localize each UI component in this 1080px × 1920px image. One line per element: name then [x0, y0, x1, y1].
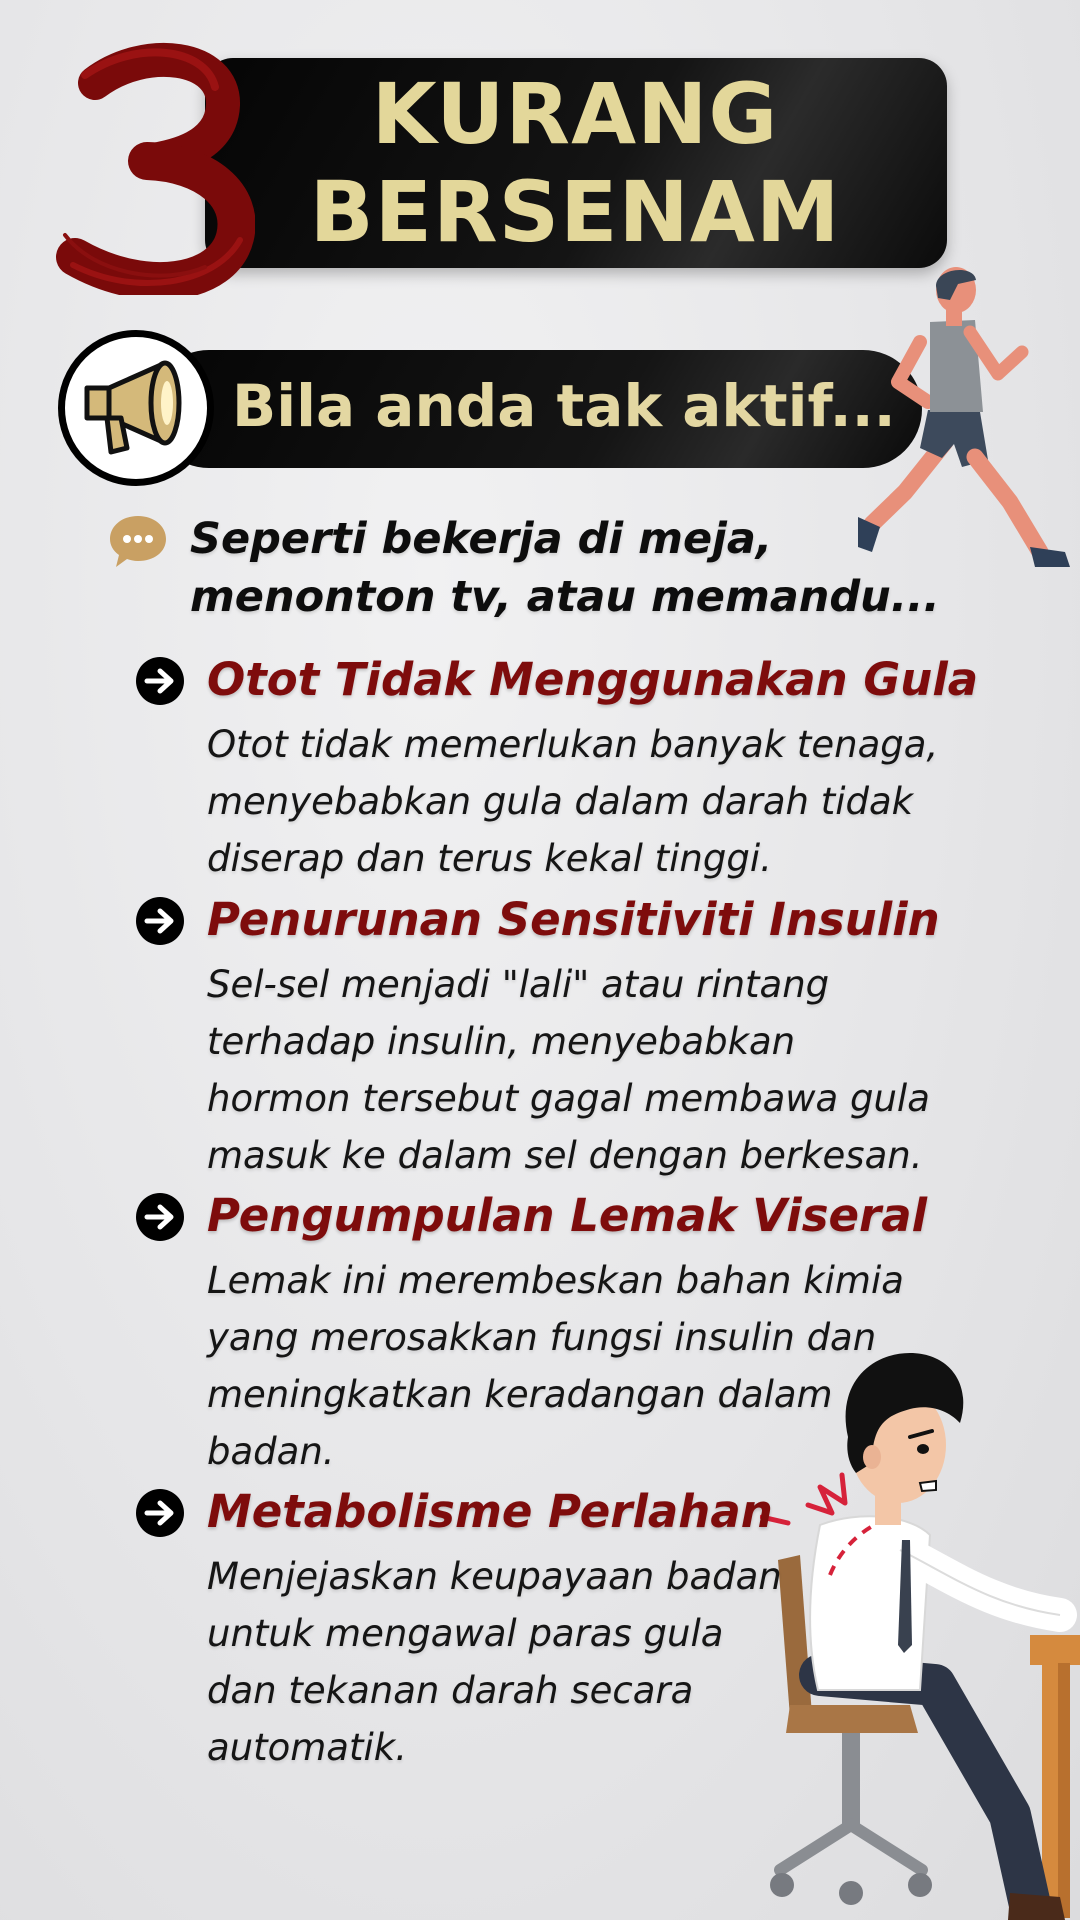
- point-description: [207, 1548, 782, 1776]
- point-desc-line: Otot tidak memerlukan banyak tenaga,: [207, 723, 939, 766]
- point-desc-line: yang merosakkan fungsi insulin dan: [207, 1316, 877, 1359]
- title-line-2: BERSENAM: [309, 163, 841, 261]
- point-title: Otot Tidak Menggunakan Gula: [207, 653, 979, 706]
- point-desc-line: terhadap insulin, menyebabkan: [207, 1020, 796, 1063]
- brush-number-3-icon: [55, 35, 255, 295]
- point-title: Pengumpulan Lemak Viseral: [207, 1189, 927, 1242]
- arrow-right-circle-icon: [135, 656, 185, 706]
- point-desc-line: diserap dan terus kekal tinggi.: [207, 837, 772, 880]
- arrow-right-circle-icon: [135, 896, 185, 946]
- point-desc-line: masuk ke dalam sel dengan berkesan.: [207, 1134, 923, 1177]
- point-desc-line: dan tekanan darah secara: [207, 1669, 694, 1712]
- arrow-right-circle-icon: [135, 1488, 185, 1538]
- running-man-icon: [850, 262, 1080, 592]
- point-desc-line: Lemak ini merembeskan bahan kimia: [207, 1259, 904, 1302]
- megaphone-badge: [58, 330, 214, 486]
- point-desc-line: badan.: [207, 1430, 335, 1473]
- point-desc-line: Sel-sel menjadi "lali" atau rintang: [207, 963, 830, 1006]
- megaphone-icon: [81, 356, 191, 460]
- point-title: Penurunan Sensitiviti Insulin: [207, 893, 940, 946]
- point-desc-line: menyebabkan gula dalam darah tidak: [207, 780, 914, 823]
- chat-bubble-icon: [108, 514, 168, 570]
- arrow-right-circle-icon: [135, 1192, 185, 1242]
- point-description: [207, 1252, 904, 1480]
- point-desc-line: meningkatkan keradangan dalam: [207, 1373, 833, 1416]
- point-desc-line: Menjejaskan keupayaan badan: [207, 1555, 782, 1598]
- intro-line-1: Seperti bekerja di meja,: [190, 514, 773, 564]
- point-title: Metabolisme Perlahan: [207, 1485, 773, 1538]
- point-description: [207, 956, 930, 1184]
- point-desc-line: untuk mengawal paras gula: [207, 1612, 724, 1655]
- title-line-1: KURANG: [371, 65, 779, 163]
- intro-line-2: menonton tv, atau memandu...: [190, 572, 940, 622]
- point-description: [207, 716, 938, 887]
- subheader-text: Bila anda tak aktif...: [232, 372, 896, 440]
- point-desc-line: automatik.: [207, 1726, 407, 1769]
- point-desc-line: hormon tersebut gagal membawa gula: [207, 1077, 930, 1120]
